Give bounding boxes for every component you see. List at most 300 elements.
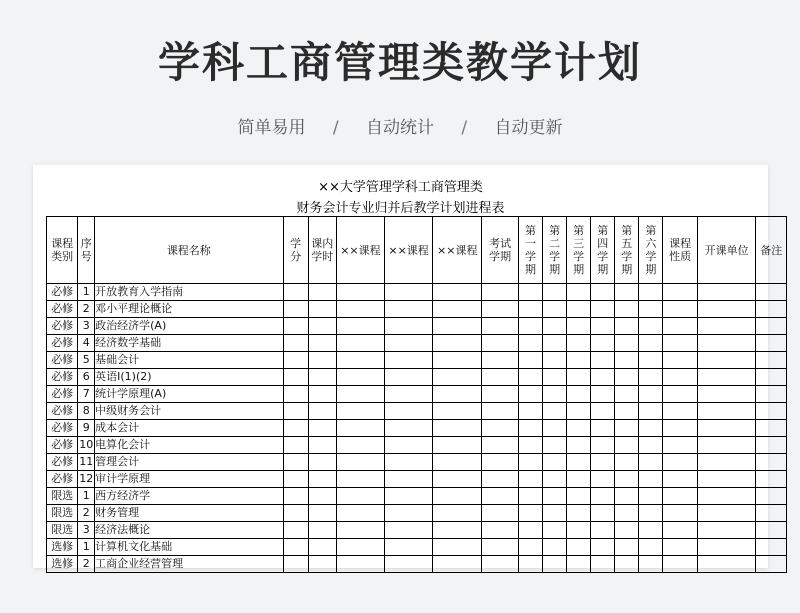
empty-cell — [433, 318, 482, 335]
empty-cell — [308, 539, 336, 556]
empty-cell — [567, 539, 591, 556]
empty-cell — [663, 539, 698, 556]
empty-cell — [663, 318, 698, 335]
course-name-cell: 邓小平理论概论 — [95, 301, 283, 318]
empty-cell — [433, 505, 482, 522]
course-name-cell: 经济法概论 — [95, 522, 283, 539]
table-row — [47, 488, 787, 505]
empty-cell — [615, 471, 639, 488]
empty-cell — [615, 539, 639, 556]
empty-cell — [543, 522, 567, 539]
empty-cell — [543, 420, 567, 437]
empty-cell — [543, 301, 567, 318]
empty-cell — [482, 454, 519, 471]
empty-cell — [697, 301, 756, 318]
table-row — [47, 454, 787, 471]
empty-cell — [336, 301, 384, 318]
empty-cell — [567, 437, 591, 454]
empty-cell — [518, 505, 542, 522]
empty-cell — [308, 505, 336, 522]
empty-cell — [518, 352, 542, 369]
empty-cell — [697, 403, 756, 420]
empty-cell — [543, 505, 567, 522]
course-category-cell: 选修 — [47, 539, 78, 556]
empty-cell — [591, 403, 615, 420]
empty-cell — [385, 369, 433, 386]
page-title: 学科工商管理类教学计划 — [157, 38, 642, 87]
empty-cell — [283, 437, 308, 454]
empty-cell — [615, 369, 639, 386]
empty-cell — [433, 284, 482, 301]
empty-cell — [639, 522, 663, 539]
course-name-cell: 经济数学基础 — [95, 335, 283, 352]
empty-cell — [567, 505, 591, 522]
empty-cell — [385, 420, 433, 437]
empty-cell — [567, 301, 591, 318]
table-row — [47, 369, 787, 386]
course-number-cell: 8 — [78, 403, 95, 420]
empty-cell — [518, 335, 542, 352]
empty-cell — [756, 420, 787, 437]
empty-cell — [543, 352, 567, 369]
empty-cell — [543, 335, 567, 352]
empty-cell — [482, 437, 519, 454]
empty-cell — [615, 505, 639, 522]
course-category-cell: 必修 — [47, 386, 78, 403]
empty-cell — [336, 318, 384, 335]
empty-cell — [615, 335, 639, 352]
empty-cell — [283, 539, 308, 556]
table-row — [47, 505, 787, 522]
course-category-cell: 限选 — [47, 522, 78, 539]
empty-cell — [518, 284, 542, 301]
empty-cell — [385, 403, 433, 420]
empty-cell — [283, 420, 308, 437]
empty-cell — [336, 420, 384, 437]
feature-auto-update: 自动更新 — [494, 118, 563, 138]
empty-cell — [308, 369, 336, 386]
empty-cell — [756, 318, 787, 335]
empty-cell — [697, 318, 756, 335]
empty-cell — [615, 301, 639, 318]
empty-cell — [482, 284, 519, 301]
empty-cell — [336, 403, 384, 420]
empty-cell — [385, 505, 433, 522]
empty-cell — [336, 386, 384, 403]
empty-cell — [283, 471, 308, 488]
course-category-cell: 必修 — [47, 454, 78, 471]
empty-cell — [567, 471, 591, 488]
course-number-cell: 1 — [78, 284, 95, 301]
empty-cell — [283, 522, 308, 539]
table-body — [47, 284, 787, 573]
empty-cell — [543, 539, 567, 556]
empty-cell — [756, 352, 787, 369]
empty-cell — [308, 556, 336, 573]
empty-cell — [639, 539, 663, 556]
course-category-cell: 必修 — [47, 437, 78, 454]
empty-cell — [518, 488, 542, 505]
empty-cell — [385, 301, 433, 318]
empty-cell — [482, 369, 519, 386]
course-category-cell: 必修 — [47, 284, 78, 301]
empty-cell — [518, 522, 542, 539]
empty-cell — [663, 284, 698, 301]
empty-cell — [663, 386, 698, 403]
empty-cell — [283, 301, 308, 318]
empty-cell — [385, 284, 433, 301]
column-header: 序 号 — [78, 217, 95, 284]
empty-cell — [591, 488, 615, 505]
empty-cell — [336, 488, 384, 505]
document-title-line1: ××大学管理学科工商管理类 — [318, 180, 483, 195]
empty-cell — [567, 318, 591, 335]
empty-cell — [308, 522, 336, 539]
course-name-cell: 统计学原理(A) — [95, 386, 283, 403]
empty-cell — [518, 386, 542, 403]
empty-cell — [385, 386, 433, 403]
empty-cell — [308, 318, 336, 335]
empty-cell — [433, 471, 482, 488]
empty-cell — [663, 403, 698, 420]
column-header: 学 分 — [283, 217, 308, 284]
empty-cell — [543, 488, 567, 505]
empty-cell — [308, 454, 336, 471]
empty-cell — [591, 335, 615, 352]
empty-cell — [336, 556, 384, 573]
course-category-cell: 必修 — [47, 352, 78, 369]
empty-cell — [518, 471, 542, 488]
column-header: ××课程 — [336, 217, 384, 284]
empty-cell — [385, 335, 433, 352]
course-name-cell: 审计学原理 — [95, 471, 283, 488]
empty-cell — [308, 488, 336, 505]
course-name-cell: 中级财务会计 — [95, 403, 283, 420]
empty-cell — [283, 488, 308, 505]
empty-cell — [567, 352, 591, 369]
separator: / — [461, 118, 468, 138]
empty-cell — [336, 369, 384, 386]
empty-cell — [756, 471, 787, 488]
empty-cell — [518, 318, 542, 335]
table-row — [47, 301, 787, 318]
empty-cell — [543, 471, 567, 488]
empty-cell — [336, 335, 384, 352]
course-number-cell: 1 — [78, 488, 95, 505]
course-number-cell: 2 — [78, 505, 95, 522]
empty-cell — [336, 284, 384, 301]
empty-cell — [615, 284, 639, 301]
empty-cell — [283, 556, 308, 573]
empty-cell — [567, 403, 591, 420]
empty-cell — [663, 556, 698, 573]
empty-cell — [639, 505, 663, 522]
empty-cell — [591, 539, 615, 556]
empty-cell — [663, 437, 698, 454]
empty-cell — [482, 386, 519, 403]
feature-tagline — [0, 113, 800, 138]
empty-cell — [697, 488, 756, 505]
empty-cell — [518, 556, 542, 573]
empty-cell — [591, 471, 615, 488]
empty-cell — [639, 301, 663, 318]
empty-cell — [283, 369, 308, 386]
empty-cell — [385, 454, 433, 471]
empty-cell — [591, 505, 615, 522]
course-category-cell: 必修 — [47, 369, 78, 386]
empty-cell — [756, 335, 787, 352]
column-header: 第 一 学 期 — [518, 217, 542, 284]
course-name-cell: 电算化会计 — [95, 437, 283, 454]
table-row — [47, 420, 787, 437]
empty-cell — [482, 403, 519, 420]
empty-cell — [518, 420, 542, 437]
empty-cell — [543, 318, 567, 335]
column-header: 课内 学时 — [308, 217, 336, 284]
empty-cell — [639, 454, 663, 471]
empty-cell — [756, 369, 787, 386]
empty-cell — [697, 539, 756, 556]
course-number-cell: 3 — [78, 522, 95, 539]
column-header: 备注 — [756, 217, 787, 284]
empty-cell — [482, 556, 519, 573]
empty-cell — [756, 556, 787, 573]
course-number-cell: 12 — [78, 471, 95, 488]
empty-cell — [567, 420, 591, 437]
empty-cell — [283, 386, 308, 403]
empty-cell — [518, 539, 542, 556]
course-category-cell: 必修 — [47, 403, 78, 420]
empty-cell — [482, 505, 519, 522]
course-name-cell: 财务管理 — [95, 505, 283, 522]
empty-cell — [697, 386, 756, 403]
course-number-cell: 11 — [78, 454, 95, 471]
course-category-cell: 限选 — [47, 505, 78, 522]
table-row — [47, 335, 787, 352]
empty-cell — [591, 420, 615, 437]
empty-cell — [283, 318, 308, 335]
empty-cell — [567, 556, 591, 573]
empty-cell — [756, 301, 787, 318]
empty-cell — [283, 454, 308, 471]
empty-cell — [663, 352, 698, 369]
course-name-cell: 西方经济学 — [95, 488, 283, 505]
column-header: 第 四 学 期 — [591, 217, 615, 284]
empty-cell — [308, 335, 336, 352]
empty-cell — [543, 556, 567, 573]
empty-cell — [591, 301, 615, 318]
empty-cell — [543, 454, 567, 471]
empty-cell — [567, 522, 591, 539]
empty-cell — [615, 352, 639, 369]
document-sheet — [33, 165, 783, 570]
column-header: ××课程 — [385, 217, 433, 284]
empty-cell — [433, 301, 482, 318]
empty-cell — [567, 284, 591, 301]
empty-cell — [482, 318, 519, 335]
empty-cell — [385, 488, 433, 505]
empty-cell — [518, 437, 542, 454]
column-header: 考试 学期 — [482, 217, 519, 284]
empty-cell — [615, 454, 639, 471]
empty-cell — [756, 505, 787, 522]
empty-cell — [567, 488, 591, 505]
empty-cell — [518, 301, 542, 318]
empty-cell — [663, 522, 698, 539]
empty-cell — [663, 505, 698, 522]
document-title-line2: 财务会计专业归并后教学计划进程表 — [296, 201, 505, 216]
feature-easy: 简单易用 — [237, 118, 306, 138]
column-header: 开课单位 — [697, 217, 756, 284]
course-category-cell: 必修 — [47, 471, 78, 488]
empty-cell — [663, 488, 698, 505]
empty-cell — [697, 471, 756, 488]
empty-cell — [433, 488, 482, 505]
course-category-cell: 必修 — [47, 335, 78, 352]
course-number-cell: 4 — [78, 335, 95, 352]
empty-cell — [385, 471, 433, 488]
empty-cell — [482, 352, 519, 369]
empty-cell — [697, 420, 756, 437]
empty-cell — [543, 369, 567, 386]
empty-cell — [639, 488, 663, 505]
table-row — [47, 284, 787, 301]
empty-cell — [567, 386, 591, 403]
course-name-cell: 管理会计 — [95, 454, 283, 471]
empty-cell — [283, 352, 308, 369]
empty-cell — [308, 386, 336, 403]
empty-cell — [615, 488, 639, 505]
empty-cell — [433, 539, 482, 556]
empty-cell — [639, 284, 663, 301]
empty-cell — [385, 522, 433, 539]
empty-cell — [639, 471, 663, 488]
empty-cell — [482, 335, 519, 352]
empty-cell — [482, 471, 519, 488]
table-row — [47, 522, 787, 539]
empty-cell — [697, 437, 756, 454]
empty-cell — [482, 301, 519, 318]
course-category-cell: 限选 — [47, 488, 78, 505]
empty-cell — [663, 301, 698, 318]
empty-cell — [639, 386, 663, 403]
empty-cell — [756, 539, 787, 556]
empty-cell — [591, 522, 615, 539]
empty-cell — [336, 539, 384, 556]
course-category-cell: 必修 — [47, 420, 78, 437]
column-header: 课程 类别 — [47, 217, 78, 284]
table-row — [47, 556, 787, 573]
course-name-cell: 开放教育入学指南 — [95, 284, 283, 301]
empty-cell — [591, 284, 615, 301]
empty-cell — [756, 454, 787, 471]
separator: / — [332, 118, 339, 138]
empty-cell — [433, 522, 482, 539]
column-header: ××课程 — [433, 217, 482, 284]
empty-cell — [756, 437, 787, 454]
empty-cell — [663, 369, 698, 386]
empty-cell — [697, 505, 756, 522]
empty-cell — [308, 471, 336, 488]
empty-cell — [385, 352, 433, 369]
course-category-cell: 选修 — [47, 556, 78, 573]
table-row — [47, 352, 787, 369]
empty-cell — [615, 386, 639, 403]
empty-cell — [697, 352, 756, 369]
table-row — [47, 318, 787, 335]
course-name-cell: 政治经济学(A) — [95, 318, 283, 335]
empty-cell — [433, 454, 482, 471]
table-row — [47, 403, 787, 420]
empty-cell — [283, 403, 308, 420]
empty-cell — [482, 488, 519, 505]
column-header: 第 三 学 期 — [567, 217, 591, 284]
empty-cell — [639, 437, 663, 454]
course-number-cell: 2 — [78, 301, 95, 318]
course-name-cell: 基础会计 — [95, 352, 283, 369]
empty-cell — [697, 284, 756, 301]
course-name-cell: 英语Ⅰ(1)(2) — [95, 369, 283, 386]
empty-cell — [543, 284, 567, 301]
empty-cell — [697, 335, 756, 352]
empty-cell — [615, 437, 639, 454]
empty-cell — [639, 335, 663, 352]
empty-cell — [283, 505, 308, 522]
empty-cell — [518, 369, 542, 386]
course-name-cell: 成本会计 — [95, 420, 283, 437]
empty-cell — [591, 369, 615, 386]
empty-cell — [639, 369, 663, 386]
empty-cell — [518, 454, 542, 471]
empty-cell — [336, 522, 384, 539]
table-row — [47, 471, 787, 488]
empty-cell — [336, 454, 384, 471]
empty-cell — [433, 556, 482, 573]
empty-cell — [385, 437, 433, 454]
empty-cell — [336, 437, 384, 454]
empty-cell — [308, 284, 336, 301]
column-header: 课程 性质 — [663, 217, 698, 284]
empty-cell — [385, 318, 433, 335]
course-name-cell: 工商企业经营管理 — [95, 556, 283, 573]
empty-cell — [567, 335, 591, 352]
empty-cell — [663, 454, 698, 471]
empty-cell — [543, 403, 567, 420]
empty-cell — [615, 420, 639, 437]
empty-cell — [615, 556, 639, 573]
empty-cell — [591, 318, 615, 335]
empty-cell — [756, 488, 787, 505]
empty-cell — [615, 403, 639, 420]
empty-cell — [639, 556, 663, 573]
empty-cell — [433, 335, 482, 352]
empty-cell — [433, 386, 482, 403]
empty-cell — [433, 352, 482, 369]
course-category-cell: 必修 — [47, 318, 78, 335]
column-header: 第 二 学 期 — [543, 217, 567, 284]
empty-cell — [591, 352, 615, 369]
empty-cell — [756, 386, 787, 403]
column-header: 第 五 学 期 — [615, 217, 639, 284]
empty-cell — [697, 556, 756, 573]
empty-cell — [663, 471, 698, 488]
column-header: 第 六 学 期 — [639, 217, 663, 284]
course-number-cell: 6 — [78, 369, 95, 386]
empty-cell — [433, 420, 482, 437]
empty-cell — [482, 522, 519, 539]
course-number-cell: 5 — [78, 352, 95, 369]
course-name-cell: 计算机文化基础 — [95, 539, 283, 556]
